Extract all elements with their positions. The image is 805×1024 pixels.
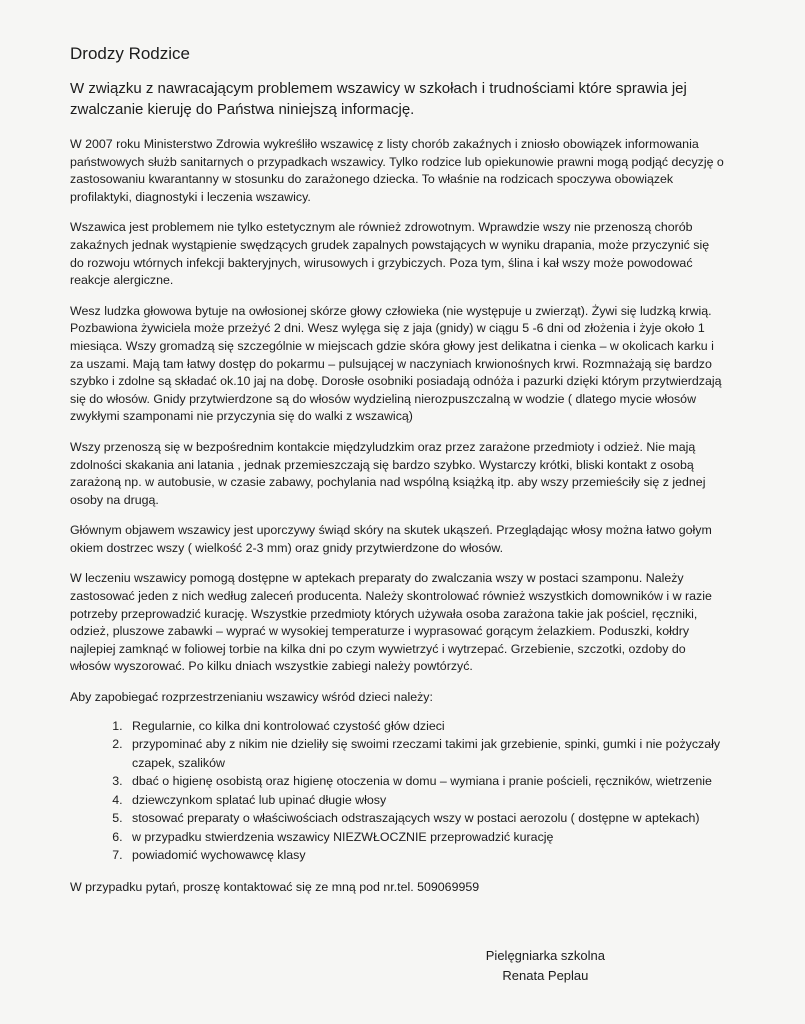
- paragraph-symptoms: Głównym objawem wszawicy jest uporczywy świąd skóry na skutek ukąszeń. Przeglądając włosy można łatwo gołym okiem dostrzec wszy ( wielkość 2-3 mm) oraz gnidy przytwierdzone do włosów.: [70, 523, 712, 555]
- greeting-heading: Drodzy Rodzice: [70, 44, 190, 63]
- contact-text: W przypadku pytań, proszę kontaktować się ze mną pod nr.tel. 509069959: [70, 879, 480, 894]
- list-item: 1. Regularnie, co kilka dni kontrolować czystość głów dzieci: [126, 717, 725, 736]
- signature-block: [486, 946, 605, 986]
- paragraph-treatment: W leczeniu wszawicy pomogą dostępne w aptekach preparaty do zwalczania wszy w postaci szamponu. Należy zastosować jeden z nich według zaleceń producenta. Należy skontrolować również wszystkich domowników i w razie potrzeby przeprowadzić kurację. Wszystkie przedmioty których używała osoba zarażona takie jak pościel, ręczniki, odzież, pluszowe zabawki – wyprać w wysokiej temperaturze i wyprasować gorącym żelazkiem. Poduszki, kołdry najlepiej zamknąć w foliowej torbie na kilka dni po czym wywietrzyć i wytrzepać. Grzebienie, szczotki, ozdoby do włosów wyszorować. Po kilku dniach wszystkie zabiegi należy powtórzyć.: [70, 571, 712, 674]
- prevention-list: [70, 717, 725, 865]
- paragraph-transmission: Wszy przenoszą się w bezpośrednim kontakcie międzyludzkim oraz przez zarażone przedmioty i odzież. Nie mają zdolności skakania ani latania , jednak przemieszczają się bardzo szybko. Wystarczy krótki, bliski kontakt z osobą zarażoną np. w autobusie, w czasie zabawy, pochylania nad wspólną książką itp. aby wszy przemieściły się z jednej osoby na drugą.: [70, 439, 706, 507]
- paragraph-biology: Wesz ludzka głowowa bytuje na owłosionej skórze głowy człowieka (nie występuje u zwierząt). Żywi się ludzką krwią. Pozbawiona żywiciela może przeżyć 2 dni. Wesz wylęga się z jaja (gnidy) w ciągu 5 -6 dni od złożenia i żyje około 1 miesiąca. Wszy gromadzą się szczególnie w miejscach gdzie skóra głowy jest delikatna i cienka – w okolicach karku i za uszami. Mają tam łatwy dostęp do pokarmu – pulsującej w naczyniach krwionośnych krwi. Rozmnażają się bardzo szybko i zdolne są składać ok.10 jaj na dobę. Dorosłe osobniki posiadają odnóża i pazurki dzięki którym przytwierdzają się do włosów. Gnidy przytwierdzone są do włosów wydzieliną nierozpuszczalną w wodzie ( dlatego mycie włosów zwykłymi szamponami nie przyczynia się do walki z wszawicą): [70, 303, 722, 424]
- signature-name: Renata Peplau: [502, 968, 589, 983]
- paragraph-legal: W 2007 roku Ministerstwo Zdrowia wykreśliło wszawicę z listy chorób zakaźnych i zniosło obowiązek informowania państwowych służb sanitarnych o przypadkach wszawicy. Tylko rodzice lub opiekunowie prawni mogą podjąć decyzję o zastosowaniu kwarantanny w stosunku do zarażonego dziecka. To właśnie na rodzicach spoczywa obowiązek profilaktyki, diagnostyki i leczenia wszawicy.: [70, 137, 724, 204]
- intro-text: W związku z nawracającym problemem wszawicy w szkołach i trudnościami które sprawia jej zwalczanie kieruję do Państwa niniejszą informację.: [70, 80, 687, 118]
- list-item: 7. powiadomić wychowawcę klasy: [126, 846, 725, 865]
- list-item: 3. dbać o higienę osobistą oraz higienę otoczenia w domu – wymiana i pranie pościeli, ręczników, wietrzenie: [126, 772, 725, 791]
- list-item: 2. przypominać aby z nikim nie dzieliły się swoimi rzeczami takimi jak grzebienie, spinki, gumki i nie pożyczały czapek, szalików: [126, 735, 725, 772]
- list-item: 6. w przypadku stwierdzenia wszawicy NIEZWŁOCZNIE przeprowadzić kurację: [126, 828, 725, 847]
- list-item: 4. dziewczynkom splatać lub upinać długie włosy: [126, 791, 725, 810]
- paragraph-health: Wszawica jest problemem nie tylko estetycznym ale również zdrowotnym. Wprawdzie wszy nie przenoszą chorób zakaźnych jednak wystąpienie swędzących grudek zapalnych powstających w wyniku drapania, może przyczynić się do rozwoju wtórnych infekcji bakteryjnych, wirusowych i grzybiczych. Poza tym, ślina i kał wszy może powodować reakcje alergiczne.: [70, 220, 710, 288]
- signature-role: Pielęgniarka szkolna: [485, 948, 605, 963]
- prevention-list-title: Aby zapobiegać rozprzestrzenianiu wszawicy wśród dzieci należy:: [70, 690, 433, 705]
- list-item: 5. stosować preparaty o właściwościach odstraszających wszy w postaci aerozolu ( dostępne w aptekach): [126, 809, 725, 828]
